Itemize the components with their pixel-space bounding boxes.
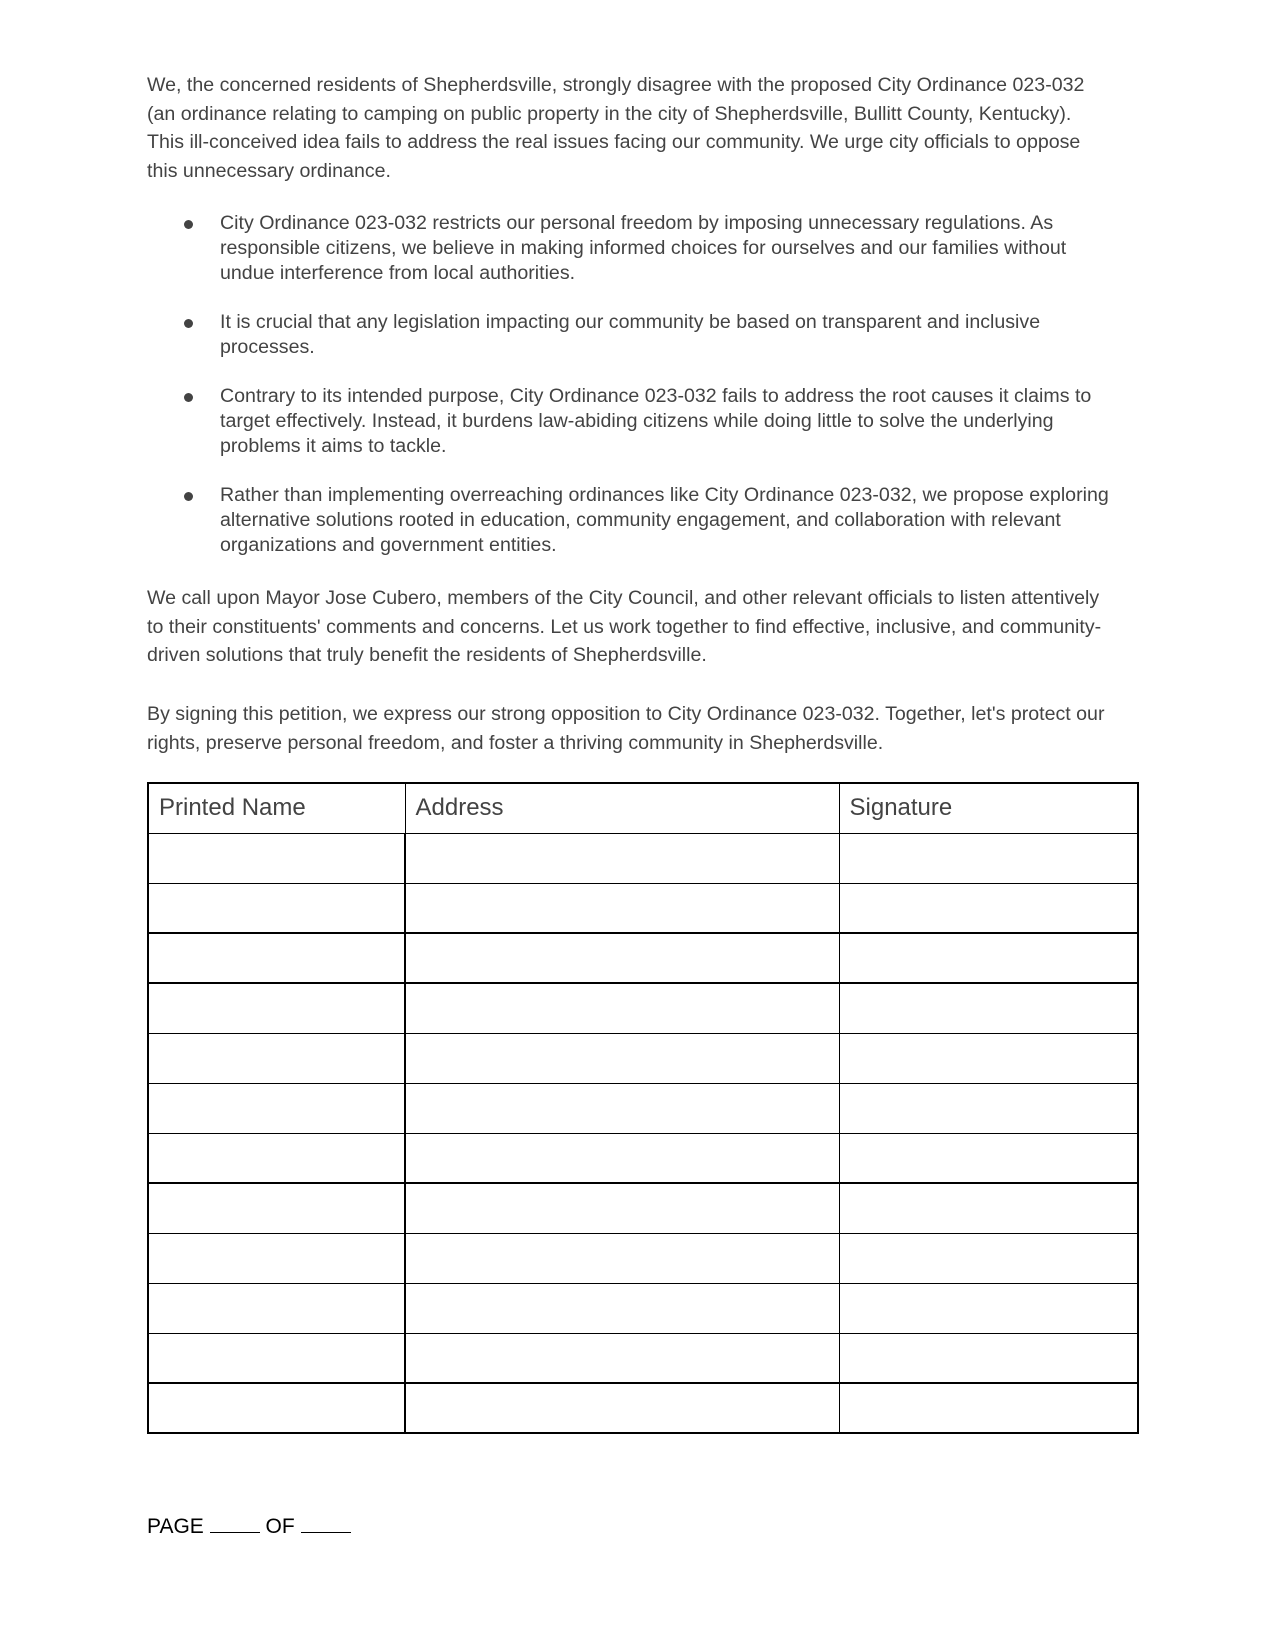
intro-paragraph: We, the concerned residents of Shepherdsville, strongly disagree with the proposed City Ordinance 023-032 (an ordinance relating to camping on public property in the city of Shepherdsville, Bullitt County, Kentucky). This ill-conceived idea fails to address the real issues facing our community. We urge city officials to oppose this unnecessary ordinance. — [147, 74, 1085, 182]
signature-cell[interactable] — [839, 1383, 1138, 1433]
signature-cell[interactable] — [839, 1283, 1138, 1333]
printed-name-cell[interactable] — [148, 1233, 405, 1283]
signature-cell[interactable] — [839, 1083, 1138, 1133]
printed-name-header: Printed Name — [148, 783, 405, 833]
page-number-footer — [147, 1514, 351, 1539]
table-row — [148, 1283, 1138, 1333]
signature-cell[interactable] — [839, 833, 1138, 883]
table-row — [148, 1033, 1138, 1083]
table-row — [148, 1333, 1138, 1383]
table-row — [148, 833, 1138, 883]
address-cell[interactable] — [405, 1133, 839, 1183]
table-row — [148, 1083, 1138, 1133]
closing-paragraph: By signing this petition, we express our strong opposition to City Ordinance 023-032. Together, let's protect our rights, preserve personal freedom, and foster a thriving community in Shepherdsville. — [147, 703, 1105, 754]
signature-cell[interactable] — [839, 1183, 1138, 1233]
signature-cell[interactable] — [839, 883, 1138, 933]
bullet-text: It is crucial that any legislation impacting our community be based on transparent and inclusive processes. — [220, 311, 1041, 358]
signature-cell[interactable] — [839, 1033, 1138, 1083]
printed-name-cell[interactable] — [148, 1383, 405, 1433]
printed-name-cell[interactable] — [148, 933, 405, 983]
signature-cell[interactable] — [839, 933, 1138, 983]
table-row — [148, 933, 1138, 983]
signature-table — [147, 782, 1139, 1434]
signature-cell[interactable] — [839, 1133, 1138, 1183]
page-label: PAGE — [147, 1515, 204, 1538]
of-label: OF — [265, 1515, 295, 1538]
bullet-text: Contrary to its intended purpose, City Ordinance 023-032 fails to address the root causes it claims to target effectively. Instead, it burdens law-abiding citizens while doing little to solve the underlying problems it aims to tackle. — [220, 385, 1092, 457]
table-row — [148, 1183, 1138, 1233]
printed-name-cell[interactable] — [148, 1033, 405, 1083]
bullet-text: Rather than implementing overreaching ordinances like City Ordinance 023-032, we propose exploring alternative solutions rooted in education, community engagement, and collaboration with relevant organizations and government entities. — [220, 484, 1109, 556]
signature-header: Signature — [839, 783, 1138, 833]
address-cell[interactable] — [405, 833, 839, 883]
table-row — [148, 883, 1138, 933]
signature-cell[interactable] — [839, 983, 1138, 1033]
bullet-text: City Ordinance 023-032 restricts our personal freedom by imposing unnecessary regulations. As responsible citizens, we believe in making informed choices for ourselves and our families without undue interference from local authorities. — [220, 212, 1067, 284]
table-header-row — [148, 783, 1138, 833]
address-cell[interactable] — [405, 883, 839, 933]
address-cell[interactable] — [405, 1383, 839, 1433]
printed-name-cell[interactable] — [148, 1333, 405, 1383]
address-cell[interactable] — [405, 1333, 839, 1383]
address-cell[interactable] — [405, 1183, 839, 1233]
address-cell[interactable] — [405, 1083, 839, 1133]
printed-name-cell[interactable] — [148, 883, 405, 933]
address-header: Address — [405, 783, 839, 833]
address-cell[interactable] — [405, 1283, 839, 1333]
printed-name-cell[interactable] — [148, 983, 405, 1033]
printed-name-cell[interactable] — [148, 1083, 405, 1133]
page-number-blank[interactable] — [210, 1514, 260, 1533]
table-row — [148, 1133, 1138, 1183]
signature-cell[interactable] — [839, 1333, 1138, 1383]
address-cell[interactable] — [405, 1033, 839, 1083]
signature-rows — [148, 833, 1138, 1433]
printed-name-cell[interactable] — [148, 833, 405, 883]
bullet-icon — [184, 319, 193, 328]
bullet-icon — [184, 220, 193, 229]
bullet-icon — [184, 492, 193, 501]
printed-name-cell[interactable] — [148, 1183, 405, 1233]
address-cell[interactable] — [405, 983, 839, 1033]
call-to-action-paragraph: We call upon Mayor Jose Cubero, members of the City Council, and other relevant officials to listen attentively to their constituents' comments and concerns. Let us work together to find effective, inclusive, and community-driven solutions that truly benefit the residents of Shepherdsville. — [147, 587, 1102, 666]
address-cell[interactable] — [405, 1233, 839, 1283]
printed-name-cell[interactable] — [148, 1283, 405, 1333]
address-cell[interactable] — [405, 933, 839, 983]
table-row — [148, 1233, 1138, 1283]
bullet-icon — [184, 393, 193, 402]
printed-name-cell[interactable] — [148, 1133, 405, 1183]
page-total-blank[interactable] — [301, 1514, 351, 1533]
table-row — [148, 983, 1138, 1033]
table-row — [148, 1383, 1138, 1433]
signature-cell[interactable] — [839, 1233, 1138, 1283]
